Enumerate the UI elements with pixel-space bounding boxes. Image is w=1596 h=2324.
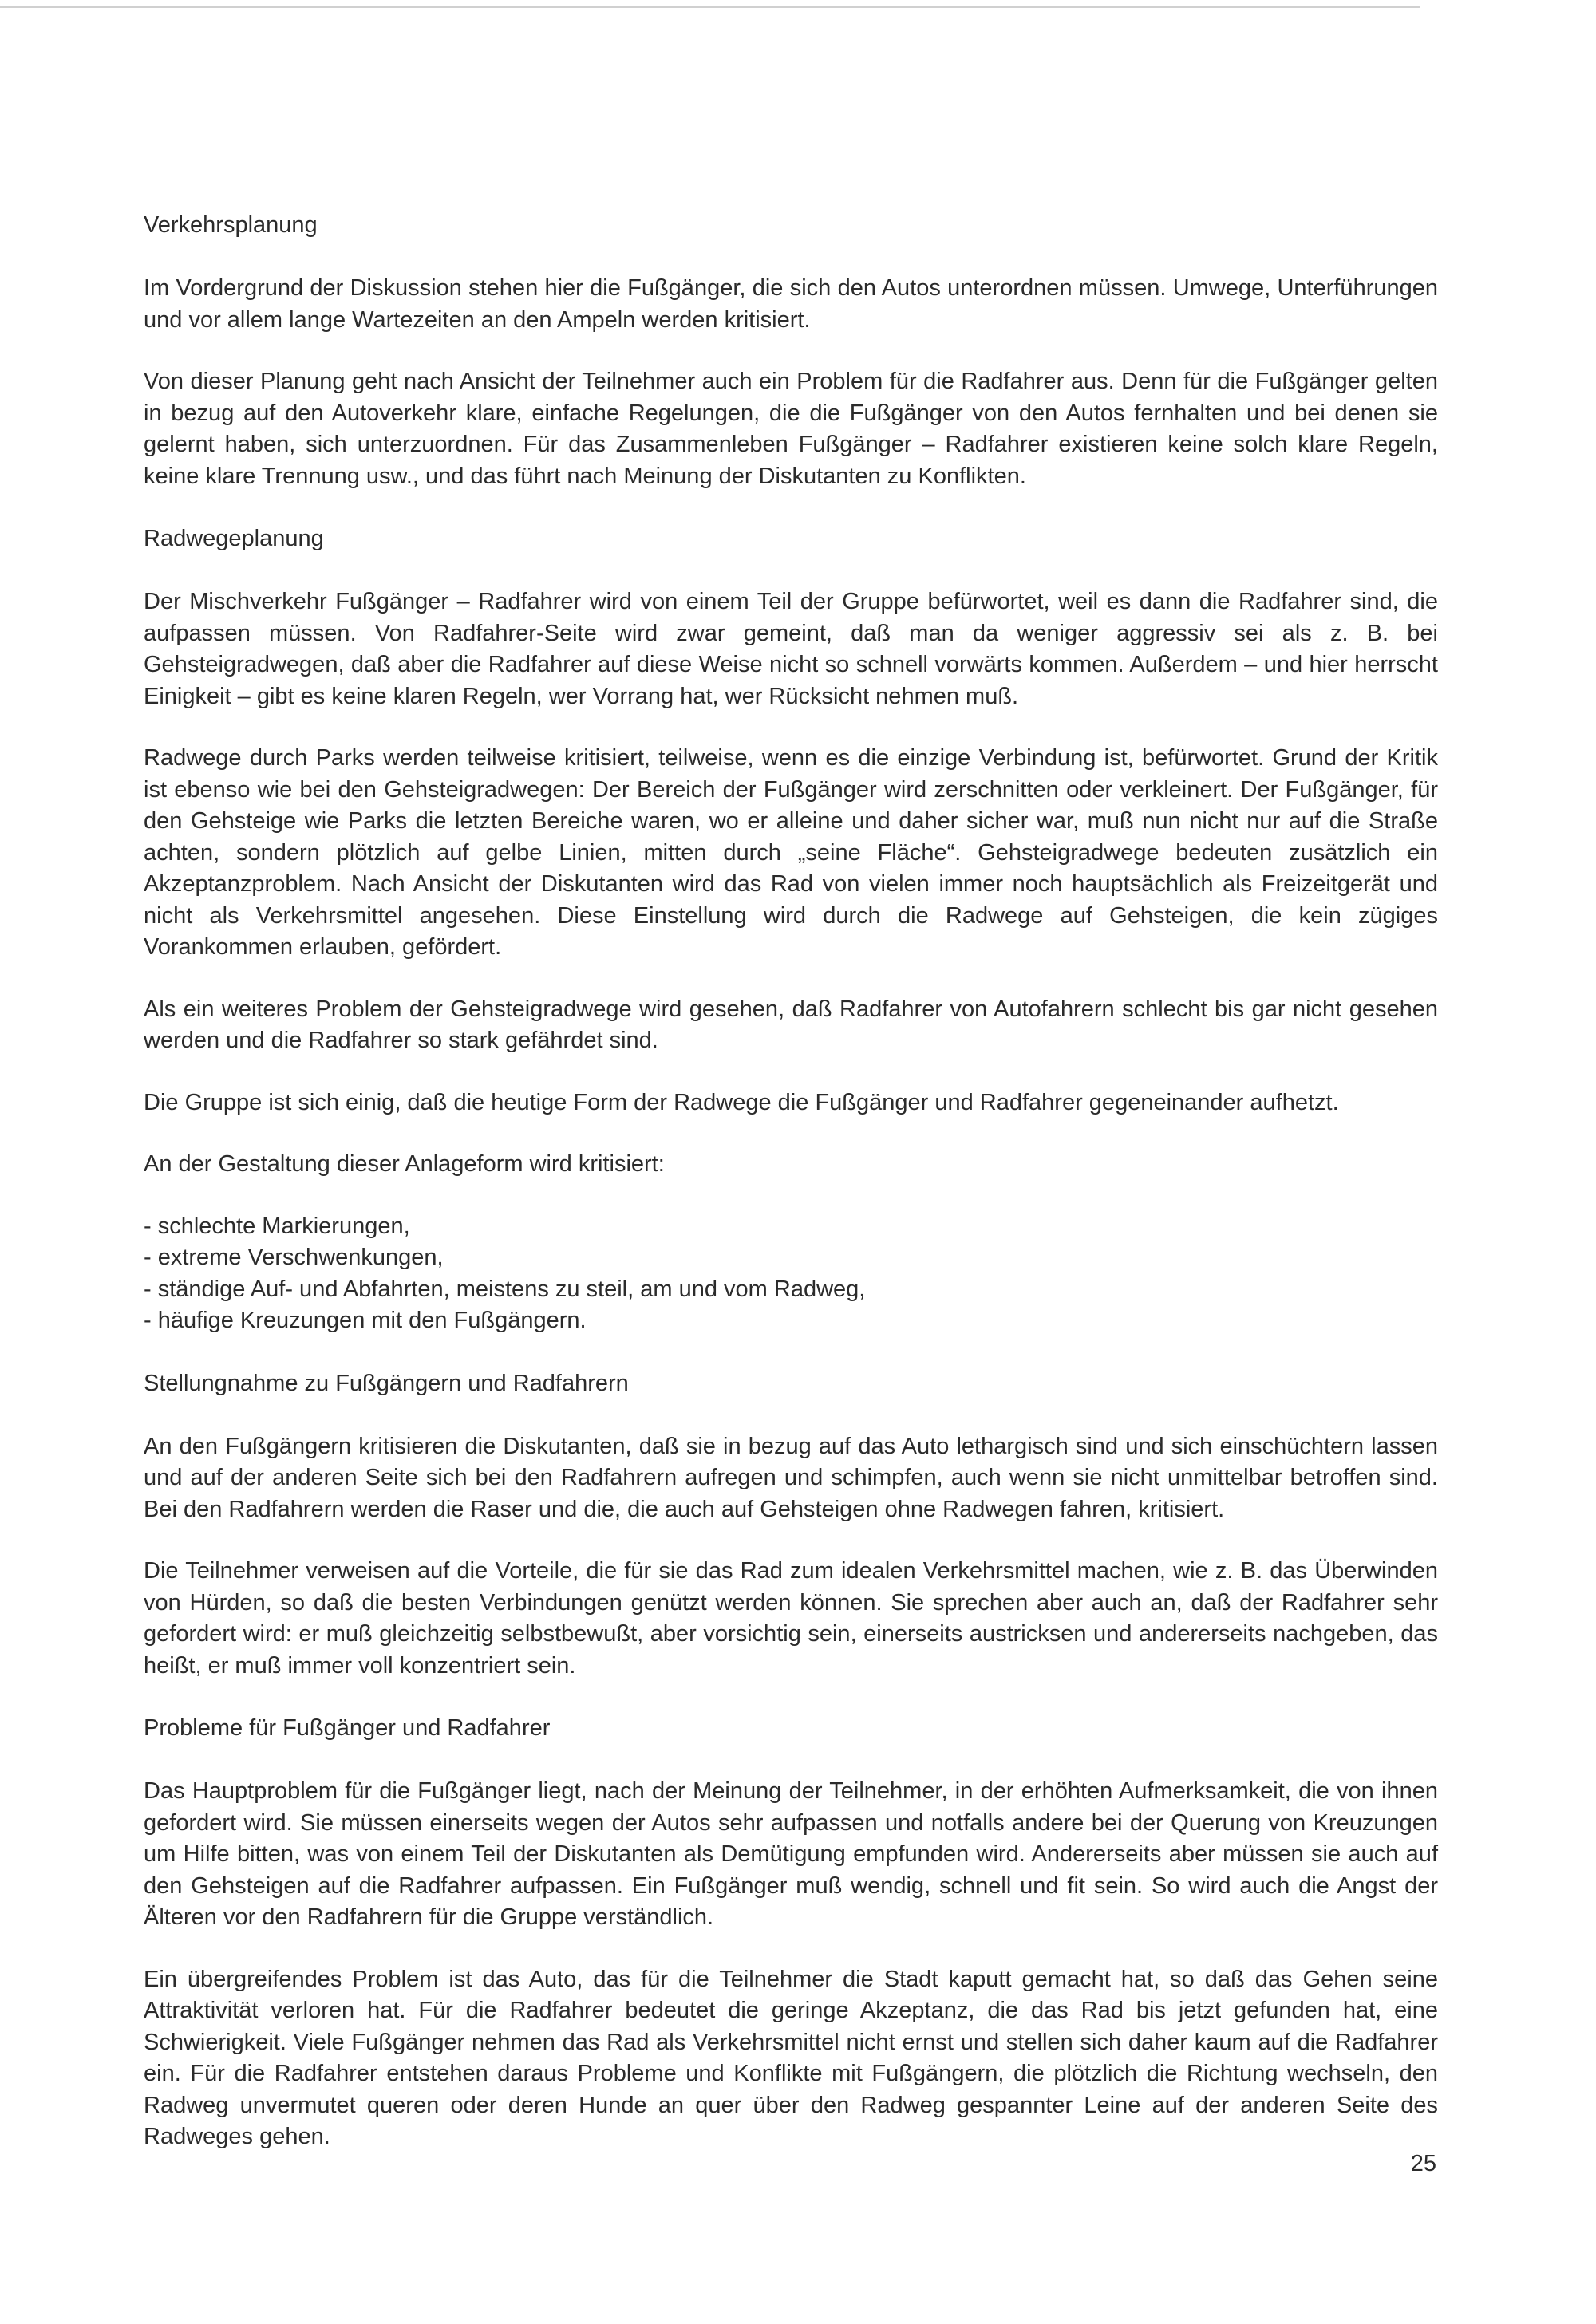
list-item: - ständige Auf- und Abfahrten, meistens zu steil, am und vom Radweg, xyxy=(144,1274,1438,1306)
page-number: 25 xyxy=(1410,2151,1436,2176)
paragraph: Die Teilnehmer verweisen auf die Vorteile, die für sie das Rad zum idealen Verkehrsmittel machen, wie z. B. das Überwinden von Hürden, so daß die besten Verbindungen genützt werden können. Sie sprechen aber auch an, daß der Radfahrer sehr gefordert wird: er muß gleichzeitig selbstbewußt, aber vorsichtig sein, einerseits austricksen und andererseits nachgeben, das heißt, er muß immer voll konzentriert sein. xyxy=(144,1558,1438,1679)
list-item: - häufige Kreuzungen mit den Fußgängern. xyxy=(144,1305,1438,1337)
document-page xyxy=(144,209,1438,2184)
paragraph: An den Fußgängern kritisieren die Diskutanten, daß sie in bezug auf das Auto lethargisch sind und sich einschüchtern lassen und auf der anderen Seite sich bei den Radfahrern aufregen und schimpfen, auch wenn sie nicht unmittelbar betroffen sind. Bei den Radfahrern werden die Raser und die, die auch auf Gehsteigen ohne Radwegen fahren, kritisiert. xyxy=(144,1433,1438,1522)
heading-stellungnahme: Stellungnahme zu Fußgängern und Radfahrern xyxy=(144,1370,629,1396)
paragraph: Radwege durch Parks werden teilweise kritisiert, teilweise, wenn es die einzige Verbindung ist, befürwortet. Grund der Kritik ist ebenso wie bei den Gehsteigradwegen: Der Bereich der Fußgänger wird zerschnitten oder verkleinert. Der Fußgänger, für den Gehsteige wie Parks die letzten Bereiche waren, wo er alleine und daher sicher war, muß nun nicht nur auf die Straße achten, sondern plötzlich auf gelbe Linien, mitten durch „seine Fläche“. Gehsteigradwege bedeuten zusätzlich ein Akzeptanzproblem. Nach Ansicht der Diskutanten wird das Rad von vielen immer noch hauptsächlich als Freizeitgerät und nicht als Verkehrsmittel angesehen. Diese Einstellung wird durch die Radwege auf Gehsteigen, die kein zügiges Vorankommen erlauben, gefördert. xyxy=(144,745,1438,960)
paragraph: Der Mischverkehr Fußgänger – Radfahrer wird von einem Teil der Gruppe befürwortet, weil es dann die Radfahrer sind, die aufpassen müssen. Von Radfahrer-Seite wird zwar gemeint, daß man da weniger aggressiv sei als z. B. bei Gehsteigradwegen, daß aber die Radfahrer auf diese Weise nicht so schnell vorwärts kommen. Außerdem – und hier herrscht Einigkeit – gibt es keine klaren Regeln, wer Vorrang hat, wer Rücksicht nehmen muß. xyxy=(144,589,1438,709)
paragraph: Ein übergreifendes Problem ist das Auto, das für die Teilnehmer die Stadt kaputt gemacht hat, so daß das Gehen seine Attraktivität verloren hat. Für die Radfahrer bedeutet die geringe Akzeptanz, die das Rad bis jetzt gefunden hat, eine Schwierigkeit. Viele Fußgänger nehmen das Rad als Verkehrsmittel nicht ernst und stellen sich daher kaum auf die Radfahrer ein. Für die Radfahrer entstehen daraus Probleme und Konflikte mit Fußgängern, die plötzlich die Richtung wechseln, den Radweg unvermutet queren oder deren Hunde an quer über den Radweg gespannter Leine auf der anderen Seite des Radweges gehen. xyxy=(144,1966,1438,2149)
paragraph: Als ein weiteres Problem der Gehsteigradwege wird gesehen, daß Radfahrer von Autofahrern schlecht bis gar nicht gesehen werden und die Radfahrer so stark gefährdet sind. xyxy=(144,996,1438,1053)
heading-probleme: Probleme für Fußgänger und Radfahrer xyxy=(144,1715,551,1741)
paragraph: Von dieser Planung geht nach Ansicht der Teilnehmer auch ein Problem für die Radfahrer aus. Denn für die Fußgänger gelten in bezug auf den Autoverkehr klare, einfache Regelungen, die die Fußgänger von den Autos fernhalten und bei denen sie gelernt haben, sich unterzuordnen. Für das Zusammenleben Fußgänger – Radfahrer existieren keine solch klare Regeln, keine klare Trennung usw., und das führt nach Meinung der Diskutanten zu Konflikten. xyxy=(144,369,1438,489)
top-rule xyxy=(0,6,1420,8)
paragraph: An der Gestaltung dieser Anlageform wird kritisiert: xyxy=(144,1151,665,1177)
list-item: - schlechte Markierungen, xyxy=(144,1211,1438,1243)
paragraph: Im Vordergrund der Diskussion stehen hier die Fußgänger, die sich den Autos unterordnen müssen. Umwege, Unterführungen und vor allem lange Wartezeiten an den Ampeln werden kritisiert. xyxy=(144,275,1438,333)
heading-radwegeplanung: Radwegeplanung xyxy=(144,526,324,551)
paragraph: Das Hauptproblem für die Fußgänger liegt, nach der Meinung der Teilnehmer, in der erhöhten Aufmerksamkeit, die von ihnen gefordert wird. Sie müssen einerseits wegen der Autos sehr aufpassen und notfalls andere bei der Querung von Kreuzungen um Hilfe bitten, was von einem Teil der Diskutanten als Demütigung empfunden wird. Andererseits aber müssen sie auch auf den Gehsteigen auf die Radfahrer aufpassen. Ein Fußgänger muß wendig, schnell und fit sein. So wird auch die Angst der Älteren vor den Radfahrern für die Gruppe verständlich. xyxy=(144,1778,1438,1930)
list-item: - extreme Verschwenkungen, xyxy=(144,1242,1438,1274)
paragraph: Die Gruppe ist sich einig, daß die heutige Form der Radwege die Fußgänger und Radfahrer gegeneinander aufhetzt. xyxy=(144,1089,1339,1115)
heading-verkehrsplanung: Verkehrsplanung xyxy=(144,212,318,238)
criticism-list xyxy=(144,1211,1438,1337)
